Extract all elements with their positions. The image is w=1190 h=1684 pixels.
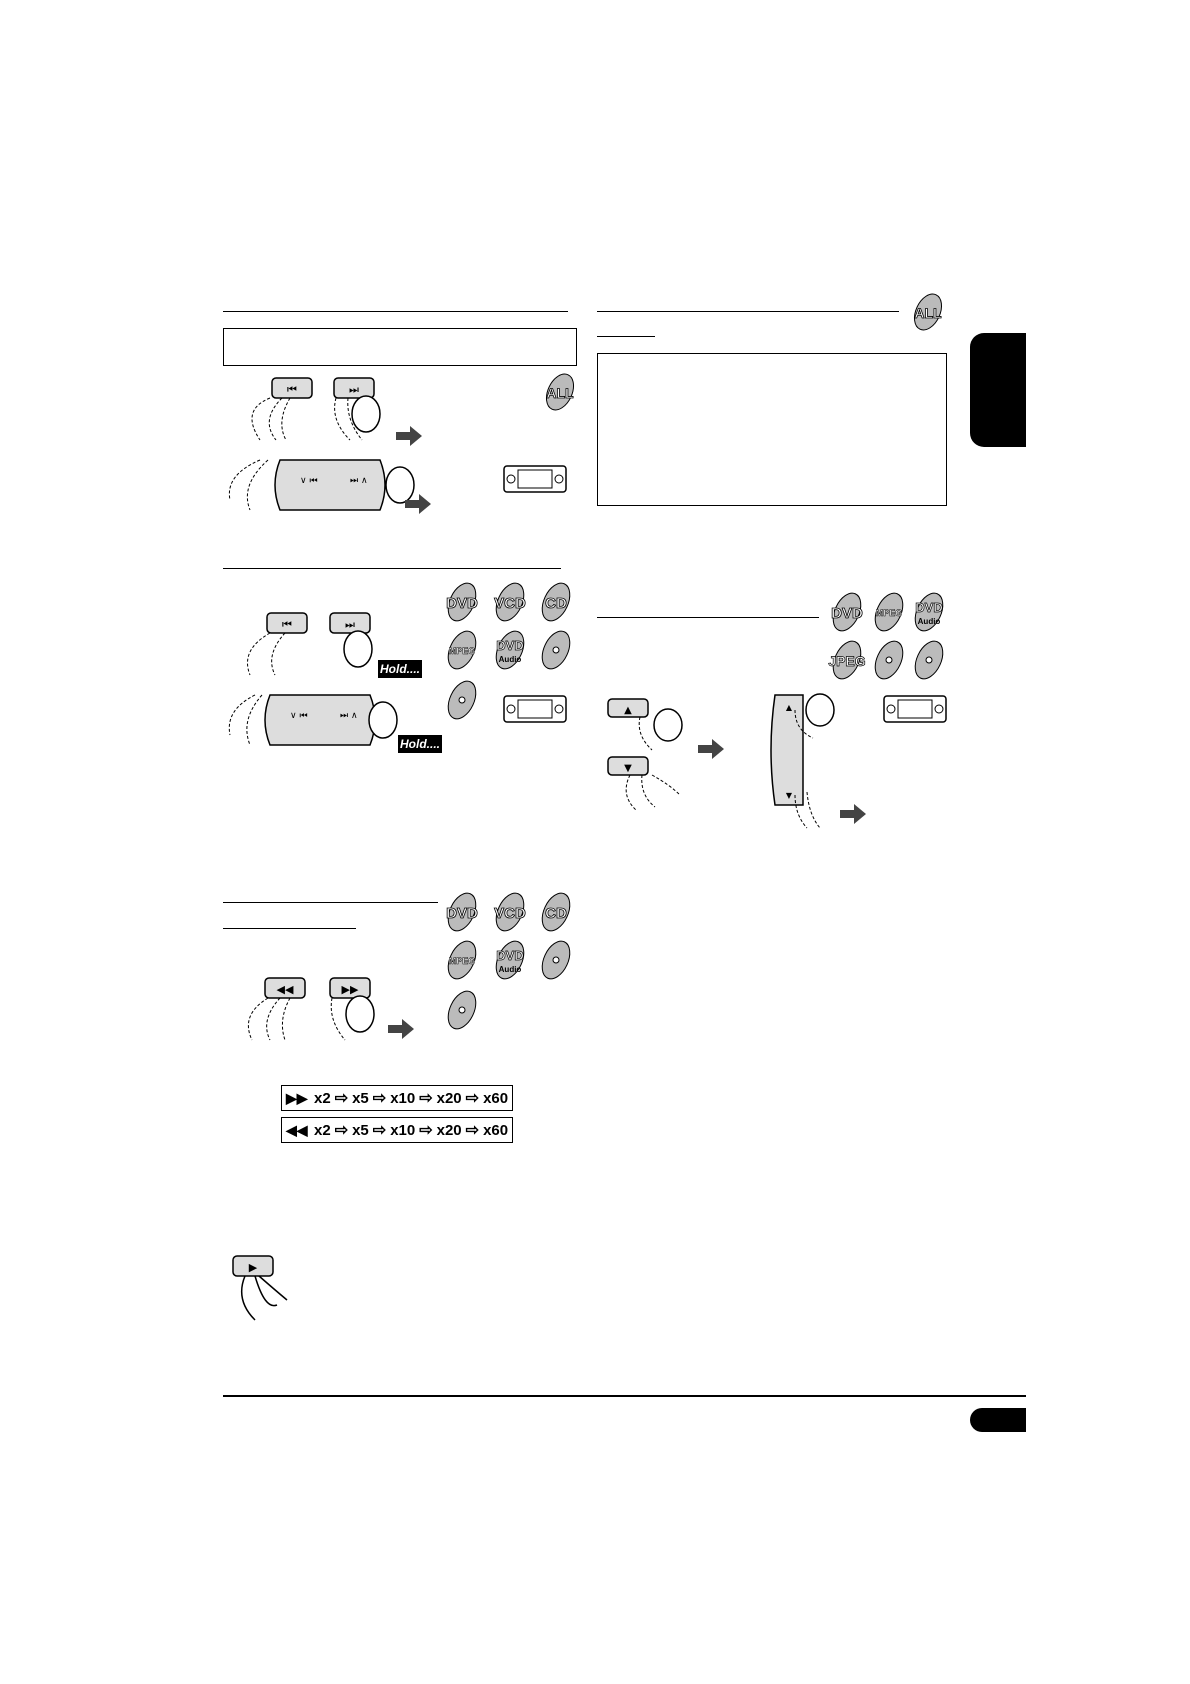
svg-text:Audio: Audio bbox=[498, 965, 522, 974]
disc-icon bbox=[537, 627, 576, 673]
cd-badge bbox=[537, 579, 576, 625]
svg-text:∨ ⏮: ∨ ⏮ bbox=[290, 711, 308, 721]
section-rule bbox=[223, 928, 356, 929]
svg-text:MPEG: MPEG bbox=[875, 608, 903, 618]
jpeg-badge bbox=[828, 637, 867, 683]
unit-panel-icon bbox=[503, 695, 567, 723]
play-button-figure bbox=[225, 1250, 315, 1325]
mpeg-badge bbox=[870, 589, 909, 635]
dvd-audio-badge bbox=[910, 589, 949, 635]
svg-text:▼: ▼ bbox=[624, 763, 632, 774]
svg-text:DVD: DVD bbox=[496, 948, 524, 963]
svg-text:▶▶: ▶▶ bbox=[341, 983, 359, 996]
vcd-badge bbox=[491, 889, 530, 935]
disc-icon bbox=[910, 637, 949, 683]
unit-panel-icon bbox=[503, 465, 567, 493]
disc-icon bbox=[443, 987, 482, 1033]
svg-text:∨ ⏮: ∨ ⏮ bbox=[300, 476, 318, 486]
dvd-badge bbox=[443, 889, 482, 935]
unit-panel-icon bbox=[883, 695, 947, 723]
skip-buttons-figure bbox=[220, 370, 430, 440]
svg-text:▶: ▶ bbox=[248, 1261, 258, 1274]
mpeg-badge bbox=[443, 627, 482, 673]
svg-text:MPEG: MPEG bbox=[448, 646, 476, 656]
svg-text:⏭ ∧: ⏭ ∧ bbox=[350, 476, 368, 486]
svg-text:⏭: ⏭ bbox=[349, 383, 359, 396]
all-disc-badge bbox=[908, 292, 948, 332]
svg-text:▼: ▼ bbox=[785, 791, 793, 800]
svg-text:⏮: ⏮ bbox=[287, 383, 297, 396]
svg-text:Audio: Audio bbox=[498, 655, 522, 664]
control-dial-figure bbox=[220, 455, 440, 525]
svg-text:▲: ▲ bbox=[624, 705, 632, 716]
reverse-speed-steps: ◀◀ x2 ⇨ x5 ⇨ x10 ⇨ x20 ⇨ x60 bbox=[281, 1117, 513, 1143]
svg-text:VCD: VCD bbox=[494, 905, 526, 922]
disc-icon bbox=[870, 637, 909, 683]
svg-text:CD: CD bbox=[545, 905, 567, 922]
search-buttons-figure bbox=[230, 970, 440, 1045]
svg-text:MPEG: MPEG bbox=[448, 956, 476, 966]
vertical-dial-figure bbox=[765, 690, 885, 830]
footer-rule bbox=[223, 1395, 1026, 1397]
svg-text:DVD: DVD bbox=[446, 595, 478, 612]
svg-text:DVD: DVD bbox=[915, 600, 943, 615]
svg-text:◀◀: ◀◀ bbox=[276, 983, 294, 996]
vcd-badge bbox=[491, 579, 530, 625]
svg-text:VCD: VCD bbox=[494, 595, 526, 612]
svg-text:DVD: DVD bbox=[446, 905, 478, 922]
dial-hold-figure bbox=[220, 690, 460, 760]
language-tab bbox=[970, 333, 1026, 447]
dvd-badge bbox=[828, 589, 867, 635]
all-badge-text: ALL bbox=[546, 385, 574, 401]
dvd-badge bbox=[443, 579, 482, 625]
svg-text:▲: ▲ bbox=[785, 703, 793, 712]
cd-badge bbox=[537, 889, 576, 935]
mpeg-badge bbox=[443, 937, 482, 983]
note-box bbox=[223, 328, 577, 366]
svg-text:JPEG: JPEG bbox=[828, 653, 866, 669]
svg-text:⏮: ⏮ bbox=[282, 618, 292, 631]
disc-badges-group bbox=[440, 890, 580, 1040]
page-number-tab bbox=[970, 1408, 1026, 1432]
section-rule bbox=[223, 311, 568, 312]
dvd-audio-badge bbox=[491, 627, 530, 673]
section-rule bbox=[597, 311, 899, 312]
disc-badges-group bbox=[825, 590, 955, 685]
section-rule bbox=[597, 617, 819, 618]
svg-text:⏭: ⏭ bbox=[345, 618, 355, 631]
hold-label: Hold.... bbox=[380, 662, 420, 676]
section-rule bbox=[223, 568, 561, 569]
skip-hold-buttons-figure bbox=[230, 605, 450, 680]
disc-icon bbox=[537, 937, 576, 983]
fast-reverse-icon: ◀◀ bbox=[286, 1121, 308, 1138]
disc-icon bbox=[443, 677, 482, 723]
section-rule bbox=[597, 336, 655, 337]
all-disc-badge bbox=[540, 372, 580, 412]
svg-text:DVD: DVD bbox=[831, 605, 863, 622]
svg-text:Audio: Audio bbox=[917, 617, 941, 626]
fast-forward-icon: ▶▶ bbox=[286, 1089, 308, 1106]
dvd-audio-badge bbox=[491, 937, 530, 983]
note-box bbox=[597, 353, 947, 506]
svg-text:CD: CD bbox=[545, 595, 567, 612]
up-down-buttons-figure bbox=[600, 695, 740, 815]
section-rule bbox=[223, 902, 438, 903]
svg-text:⏭ ∧: ⏭ ∧ bbox=[340, 711, 358, 721]
svg-text:DVD: DVD bbox=[496, 638, 524, 653]
hold-label: Hold.... bbox=[400, 737, 440, 751]
forward-speed-steps: ▶▶ x2 ⇨ x5 ⇨ x10 ⇨ x20 ⇨ x60 bbox=[281, 1085, 513, 1111]
all-badge-text: ALL bbox=[914, 305, 942, 321]
